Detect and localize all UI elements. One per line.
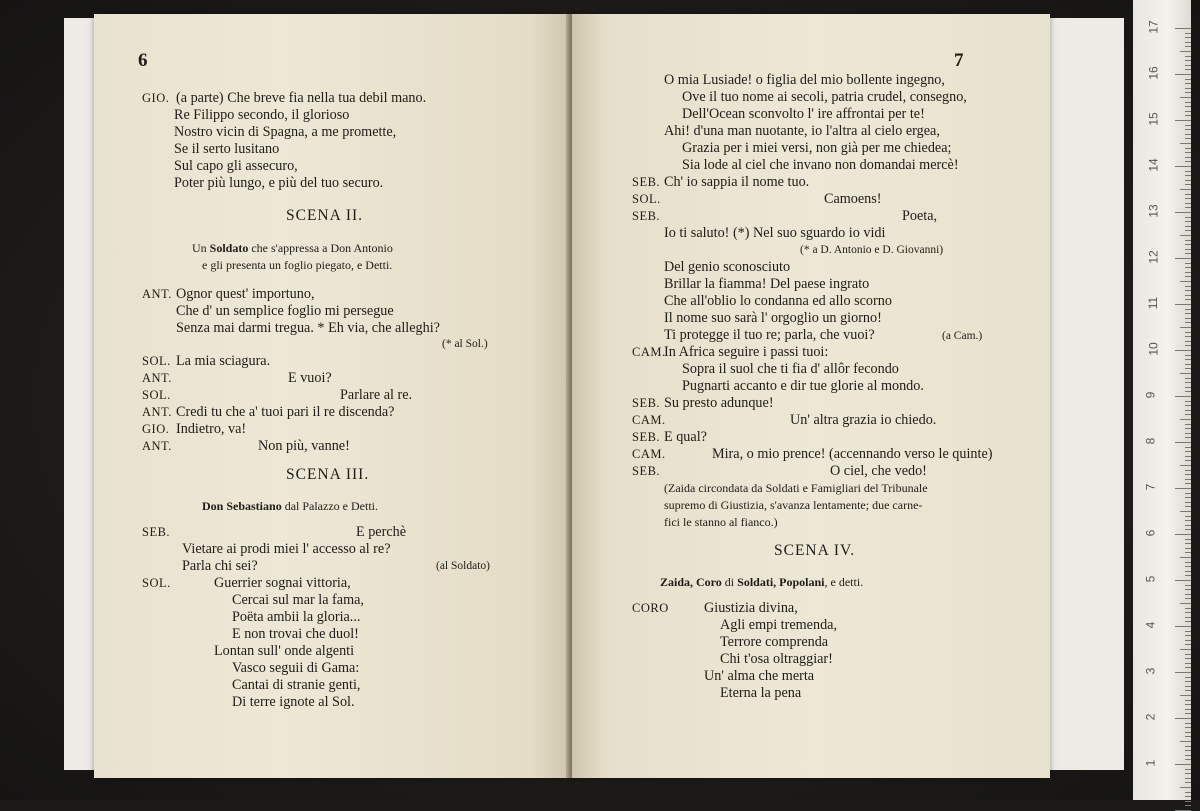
ruler-tick [1175, 166, 1191, 167]
verse-line: E vuoi? [288, 370, 332, 386]
ruler-tick [1185, 732, 1191, 733]
ruler-tick [1185, 755, 1191, 756]
verse-line: fici le stanno al fianco.) [664, 515, 778, 529]
verse-line: (a parte) Che breve fia nella tua debil mano. [176, 90, 427, 106]
ruler-tick [1180, 511, 1191, 512]
ruler-tick [1185, 313, 1191, 314]
ruler-tick [1185, 359, 1191, 360]
ruler-tick [1185, 65, 1191, 66]
ruler-tick [1185, 171, 1191, 172]
ruler-tick [1185, 502, 1191, 503]
ruler-tick [1185, 138, 1191, 139]
ruler-tick [1185, 447, 1191, 448]
ruler-tick [1185, 368, 1191, 369]
speaker-label: SEB. [632, 464, 661, 478]
ruler-number: 8 [1143, 437, 1158, 445]
ruler-tick [1185, 690, 1191, 691]
ruler-tick [1185, 217, 1191, 218]
ruler-tick [1185, 479, 1191, 480]
ruler-tick [1180, 327, 1191, 328]
speaker-label: ANT. [142, 439, 172, 453]
ruler-tick [1185, 778, 1191, 779]
verse-line: Nostro vicin di Spagna, a me promette, [174, 124, 397, 140]
ruler-number: 17 [1146, 20, 1161, 34]
verse-line: Il nome suo sarà l' orgoglio un giorno! [664, 310, 882, 326]
verse-line: Lontan sull' onde algenti [214, 643, 355, 659]
speaker-label: SEB. [142, 525, 171, 539]
ruler-tick [1185, 516, 1191, 517]
ruler-tick [1185, 92, 1191, 93]
ruler-tick [1185, 571, 1191, 572]
ruler-tick [1185, 175, 1191, 176]
ruler-number: 9 [1143, 391, 1158, 399]
ruler-tick [1185, 805, 1191, 806]
ruler-tick [1175, 718, 1191, 719]
verse-line: Cantai di stranie genti, [232, 677, 361, 693]
ruler-tick [1185, 106, 1191, 107]
verse-line: Sul capo gli assecuro, [174, 158, 298, 174]
ruler-tick [1185, 157, 1191, 158]
ruler-tick [1185, 750, 1191, 751]
ruler-number: 12 [1146, 250, 1161, 264]
ruler-tick [1185, 129, 1191, 130]
verse-line: Credi tu che a' tuoi pari il re discenda? [176, 404, 395, 420]
ruler-tick [1185, 529, 1191, 530]
ruler-tick [1185, 483, 1191, 484]
ruler-tick [1185, 566, 1191, 567]
verse-line: Vasco seguii di Gama: [232, 660, 360, 676]
ruler-tick [1185, 79, 1191, 80]
ruler-tick [1185, 792, 1191, 793]
ruler-tick [1180, 787, 1191, 788]
ruler-tick [1185, 226, 1191, 227]
verse-line: Un' alma che merta [704, 668, 815, 684]
ruler-tick [1185, 207, 1191, 208]
verse-line: O mia Lusiade! o figlia del mio bollente ingegno, [664, 72, 945, 88]
ruler-tick [1175, 626, 1191, 627]
measuring-ruler [1133, 0, 1191, 800]
ruler-tick [1175, 258, 1191, 259]
verse-line: O ciel, che vedo! [830, 463, 927, 479]
ruler-tick [1185, 148, 1191, 149]
ruler-tick [1185, 460, 1191, 461]
verse-line: Io ti saluto! (*) Nel suo sguardo io vidi [664, 225, 886, 241]
ruler-tick [1185, 203, 1191, 204]
page-number: 7 [954, 50, 964, 71]
speaker-label: ANT. [142, 287, 172, 301]
right-page [572, 14, 1050, 778]
speaker-label: CORO [632, 601, 669, 615]
verse-line: Mira, o mio prence! (accennando verso le quinte) [712, 446, 993, 462]
ruler-number: 3 [1143, 667, 1158, 675]
speaker-label: CAM. [632, 447, 666, 461]
speaker-label: CAM. [632, 345, 666, 359]
character-name: Soldato [209, 241, 249, 255]
ruler-tick [1185, 272, 1191, 273]
character-name: Don Sebastiano [202, 499, 282, 513]
verse-line: Ti protegge il tuo re; parla, che vuoi? [664, 327, 875, 343]
ruler-tick [1185, 704, 1191, 705]
ruler-tick [1175, 350, 1191, 351]
ruler-tick [1175, 534, 1191, 535]
ruler-tick [1185, 345, 1191, 346]
verse-line: La mia sciagura. [176, 353, 271, 369]
ruler-number: 11 [1146, 296, 1161, 310]
verse-line: Guerrier sognai vittoria, [214, 575, 351, 591]
ruler-tick [1175, 396, 1191, 397]
verse-line: Sia lode al ciel che invano non domandai mercè! [682, 157, 959, 173]
speaker-label: SOL. [632, 192, 661, 206]
speaker-label: CAM. [632, 413, 666, 427]
ruler-number: 1 [1143, 759, 1158, 767]
ruler-tick [1185, 391, 1191, 392]
speaker-label: ANT. [142, 371, 172, 385]
ruler-tick [1185, 332, 1191, 333]
verse-line: Che d' un semplice foglio mi persegue [176, 303, 394, 319]
ruler-tick [1185, 608, 1191, 609]
ruler-tick [1185, 405, 1191, 406]
ruler-tick [1185, 230, 1191, 231]
speaker-label: SEB. [632, 430, 661, 444]
verse-line: Ahi! d'una man nuotante, io l'altra al cielo ergea, [664, 123, 940, 139]
verse-line: Re Filippo secondo, il glorioso [174, 107, 350, 123]
ruler-tick [1180, 235, 1191, 236]
ruler-tick [1180, 97, 1191, 98]
ruler-tick [1185, 102, 1191, 103]
character-name: Zaida, Coro [660, 575, 722, 589]
ruler-tick [1185, 562, 1191, 563]
ruler-tick [1185, 33, 1191, 34]
verse-line: Brillar la fiamma! Del paese ingrato [664, 276, 870, 292]
ruler-tick [1185, 575, 1191, 576]
ruler-tick [1185, 309, 1191, 310]
ruler-tick [1185, 456, 1191, 457]
verse-line: Grazia per i miei versi, non già per me chiedea; [682, 140, 952, 156]
ruler-tick [1185, 378, 1191, 379]
ruler-tick [1185, 506, 1191, 507]
ruler-tick [1185, 88, 1191, 89]
ruler-tick [1185, 46, 1191, 47]
verse-line: Ognor quest' importuno, [176, 286, 315, 302]
ruler-tick [1185, 451, 1191, 452]
verse-line: Terrore comprenda [720, 634, 829, 650]
ruler-tick [1180, 373, 1191, 374]
verse-line: Senza mai darmi tregua. * Eh via, che alleghi? [176, 320, 440, 336]
ruler-tick [1185, 769, 1191, 770]
ruler-tick [1185, 585, 1191, 586]
ruler-tick [1185, 709, 1191, 710]
verse-line: Sopra il suol che ti fia d' allôr fecondo [682, 361, 899, 377]
ruler-tick [1175, 28, 1191, 29]
ruler-tick [1185, 424, 1191, 425]
ruler-tick [1180, 51, 1191, 52]
ruler-tick [1185, 539, 1191, 540]
ruler-tick [1185, 433, 1191, 434]
verse-line: Indietro, va! [176, 421, 247, 437]
verse-line: Ch' io sappia il nome tuo. [664, 174, 810, 190]
speaker-label: GIO. [142, 422, 170, 436]
speaker-label: GIO. [142, 91, 170, 105]
ruler-tick [1185, 621, 1191, 622]
ruler-tick [1180, 603, 1191, 604]
verse-line: Poeta, [902, 208, 938, 224]
ruler-tick [1185, 663, 1191, 664]
ruler-tick [1185, 355, 1191, 356]
ruler-tick [1185, 589, 1191, 590]
ruler-tick [1180, 419, 1191, 420]
ruler-tick [1185, 552, 1191, 553]
ruler-tick [1175, 74, 1191, 75]
ruler-tick [1185, 194, 1191, 195]
ruler-tick [1185, 677, 1191, 678]
ruler-tick [1185, 249, 1191, 250]
verse-line: Agli empi tremenda, [720, 617, 838, 633]
ruler-tick [1185, 713, 1191, 714]
verse-line: E qual? [664, 429, 707, 445]
ruler-tick [1185, 801, 1191, 802]
ruler-tick [1185, 548, 1191, 549]
ruler-tick [1185, 746, 1191, 747]
ruler-tick [1180, 649, 1191, 650]
ruler-tick [1185, 594, 1191, 595]
verse-line: Parlare al re. [340, 387, 413, 403]
scene-heading: SCENA II. [286, 207, 364, 224]
character-name: Soldati, Popolani [737, 575, 825, 589]
ruler-tick [1185, 474, 1191, 475]
verse-line: Poëta ambii la gloria... [232, 609, 361, 625]
ruler-tick [1185, 37, 1191, 38]
ruler-tick [1185, 341, 1191, 342]
verse-line: Su presto adunque! [664, 395, 774, 411]
ruler-tick [1185, 240, 1191, 241]
verse-line: Che all'oblio lo condanna ed allo scorno [664, 293, 892, 309]
ruler-number: 15 [1146, 112, 1161, 126]
ruler-tick [1180, 695, 1191, 696]
ruler-tick [1175, 488, 1191, 489]
ruler-tick [1185, 640, 1191, 641]
ruler-tick [1180, 465, 1191, 466]
verse-line: Se il serto lusitano [174, 141, 280, 157]
verse-line: Chi t'osa oltraggiar! [720, 651, 833, 667]
ruler-tick [1185, 410, 1191, 411]
verse-line: In Africa seguire i passi tuoi: [664, 344, 829, 360]
ruler-number: 4 [1143, 621, 1158, 629]
stage-direction: Don Sebastiano dal Palazzo e Detti. [202, 499, 378, 513]
page-number: 6 [138, 50, 148, 71]
ruler-tick [1185, 723, 1191, 724]
ruler-number: 14 [1146, 158, 1161, 172]
verse-line: Ove il tuo nome ai secoli, patria crudel, consegno, [682, 89, 967, 105]
ruler-tick [1185, 83, 1191, 84]
ruler-tick [1185, 612, 1191, 613]
ruler-tick [1185, 244, 1191, 245]
verse-line: Cercai sul mar la fama, [232, 592, 364, 608]
ruler-tick [1185, 782, 1191, 783]
ruler-tick [1185, 115, 1191, 116]
ruler-tick [1175, 764, 1191, 765]
ruler-tick [1185, 184, 1191, 185]
ruler-tick [1175, 212, 1191, 213]
ruler-tick [1185, 414, 1191, 415]
ruler-tick [1185, 437, 1191, 438]
ruler-tick [1175, 442, 1191, 443]
ruler-tick [1185, 401, 1191, 402]
ruler-tick [1185, 681, 1191, 682]
ruler-tick [1180, 557, 1191, 558]
ruler-tick [1185, 493, 1191, 494]
ruler-tick [1175, 580, 1191, 581]
verse-line: (Zaida circondata da Soldati e Famigliari del Tribunale [664, 481, 928, 495]
ruler-tick [1185, 56, 1191, 57]
ruler-tick [1185, 631, 1191, 632]
ruler-tick [1185, 111, 1191, 112]
ruler-number: 7 [1143, 483, 1158, 491]
ruler-tick [1185, 497, 1191, 498]
ruler-tick [1180, 281, 1191, 282]
ruler-tick [1185, 773, 1191, 774]
ruler-tick [1185, 525, 1191, 526]
ruler-tick [1185, 543, 1191, 544]
ruler-number: 13 [1146, 204, 1161, 218]
verse-line: Vietare ai prodi miei l' accesso al re? [182, 541, 391, 557]
ruler-tick [1185, 125, 1191, 126]
ruler-tick [1185, 654, 1191, 655]
verse-line: Non più, vanne! [258, 438, 350, 454]
ruler-tick [1185, 428, 1191, 429]
ruler-number: 16 [1146, 66, 1161, 80]
verse-line: Poter più lungo, e più del tuo securo. [174, 175, 384, 191]
ruler-tick [1185, 221, 1191, 222]
verse-line: Pugnarti accanto e dir tue glorie al mondo. [682, 378, 924, 394]
speaker-label: SOL. [142, 354, 171, 368]
ruler-tick [1185, 263, 1191, 264]
ruler-tick [1185, 736, 1191, 737]
ruler-tick [1185, 470, 1191, 471]
ruler-tick [1185, 42, 1191, 43]
verse-line: E non trovai che duol! [232, 626, 359, 642]
ruler-tick [1185, 152, 1191, 153]
verse-line: supremo di Giustizia, s'avanza lentamente; due carne- [664, 498, 923, 512]
ruler-tick [1185, 686, 1191, 687]
ruler-tick [1185, 295, 1191, 296]
ruler-tick [1185, 520, 1191, 521]
ruler-tick [1175, 672, 1191, 673]
ruler-tick [1180, 189, 1191, 190]
ruler-tick [1185, 598, 1191, 599]
ruler-tick [1180, 143, 1191, 144]
left-page [94, 14, 570, 778]
ruler-tick [1185, 727, 1191, 728]
verse-line: (* a D. Antonio e D. Giovanni) [800, 244, 944, 256]
ruler-number: 6 [1143, 529, 1158, 537]
ruler-tick [1185, 364, 1191, 365]
ruler-tick [1185, 69, 1191, 70]
ruler-tick [1185, 134, 1191, 135]
ruler-number: 5 [1143, 575, 1158, 583]
ruler-tick [1185, 299, 1191, 300]
ruler-number: 10 [1146, 342, 1161, 356]
ruler-tick [1185, 253, 1191, 254]
verse-line: Camoens! [824, 191, 882, 207]
ruler-tick [1185, 267, 1191, 268]
ruler-tick [1185, 635, 1191, 636]
verse-line: (al Soldato) [436, 560, 490, 572]
ruler-tick [1185, 658, 1191, 659]
ruler-tick [1185, 759, 1191, 760]
verse-line: (* al Sol.) [442, 338, 488, 350]
stage-direction: Zaida, Coro di Soldati, Popolani, e detti. [660, 575, 864, 589]
ruler-tick [1185, 617, 1191, 618]
ruler-tick [1185, 644, 1191, 645]
ruler-tick [1185, 60, 1191, 61]
ruler-tick [1185, 322, 1191, 323]
stage-direction: e gli presenta un foglio piegato, e Detti. [202, 258, 393, 272]
verse-line: Del genio sconosciuto [664, 259, 791, 275]
verse-line: (a Cam.) [942, 330, 983, 342]
ruler-tick [1185, 318, 1191, 319]
ruler-tick [1185, 198, 1191, 199]
ruler-tick [1185, 161, 1191, 162]
verse-line: Eterna la pena [720, 685, 802, 701]
ruler-tick [1185, 286, 1191, 287]
ruler-tick [1185, 796, 1191, 797]
verse-line: Giustizia divina, [704, 600, 798, 616]
verse-line: E perchè [356, 524, 407, 540]
ruler-tick [1185, 667, 1191, 668]
speaker-label: SOL. [142, 576, 171, 590]
verse-line: Parla chi sei? [182, 558, 258, 574]
ruler-tick [1185, 387, 1191, 388]
speaker-label: ANT. [142, 405, 172, 419]
verse-line: Dell'Ocean sconvolto l' ire affrontai per te! [682, 106, 925, 122]
ruler-tick [1180, 741, 1191, 742]
ruler-tick [1185, 382, 1191, 383]
ruler-tick [1185, 290, 1191, 291]
verse-line: Un' altra grazia io chiedo. [790, 412, 937, 428]
speaker-label: SOL. [142, 388, 171, 402]
speaker-label: SEB. [632, 396, 661, 410]
ruler-tick [1185, 336, 1191, 337]
scene-heading: SCENA IV. [774, 542, 856, 559]
speaker-label: SEB. [632, 175, 661, 189]
ruler-tick [1185, 180, 1191, 181]
ruler-tick [1175, 304, 1191, 305]
stage-direction: Un Soldato che s'appressa a Don Antonio [192, 241, 393, 255]
scene-heading: SCENA III. [286, 466, 370, 483]
ruler-tick [1185, 276, 1191, 277]
verse-line: Di terre ignote al Sol. [232, 694, 355, 710]
ruler-tick [1175, 120, 1191, 121]
ruler-tick [1185, 700, 1191, 701]
ruler-number: 2 [1143, 713, 1158, 721]
speaker-label: SEB. [632, 209, 661, 223]
